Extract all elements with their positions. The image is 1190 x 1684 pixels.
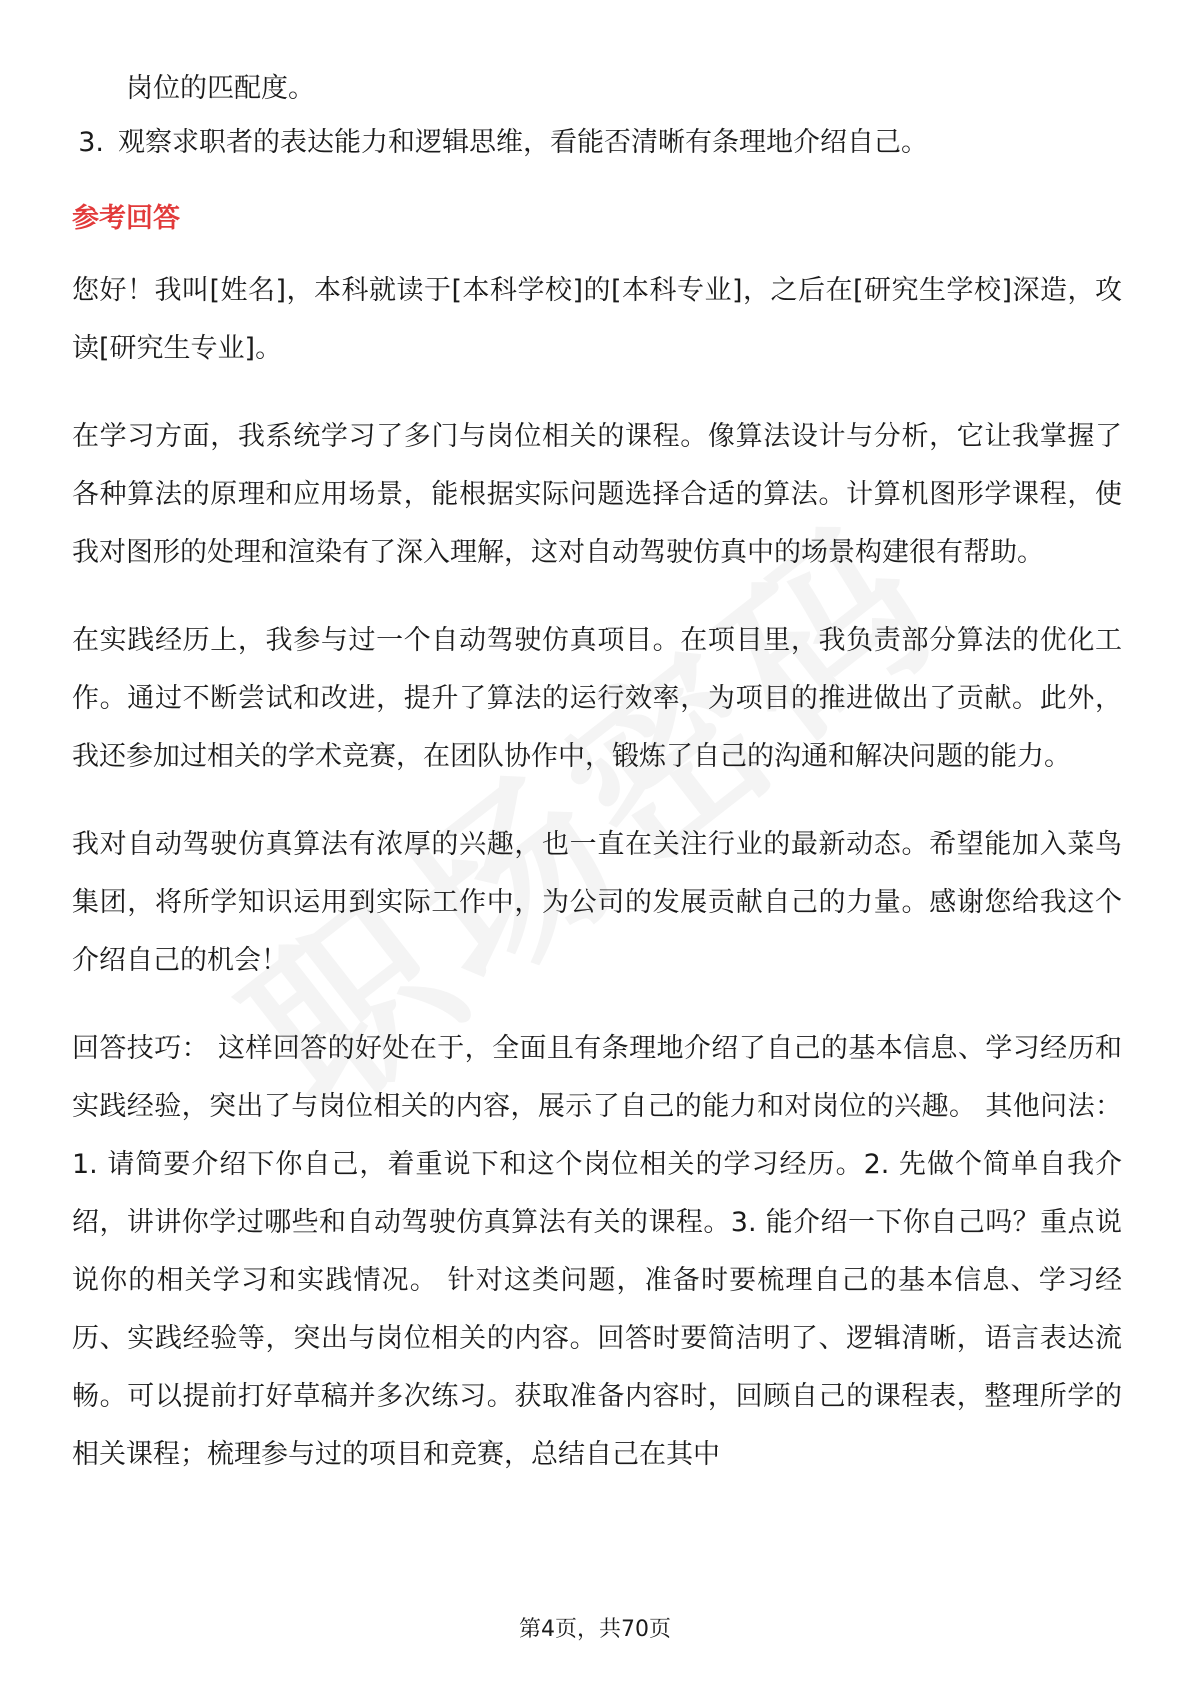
page-footer: 第4页，共70页 [519,1617,671,1642]
paragraph-study: 在学习方面，我系统学习了多门与岗位相关的课程。像算法设计与分析，它让我掌握了各种算法的原理和应用场景，能根据实际问题选择合适的算法。计算机图形学课程，使我对图形的处理和渲染有了深入理解，这对自动驾驶仿真中的场景构建很有帮助。 [72,421,1122,568]
paragraph-interest: 我对自动驾驶仿真算法有浓厚的兴趣，也一直在关注行业的最新动态。希望能加入菜鸟集团，将所学知识运用到实际工作中，为公司的发展贡献自己的力量。感谢您给我这个介绍自己的机会！ [72,829,1122,976]
paragraph-tips: 回答技巧： 这样回答的好处在于，全面且有条理地介绍了自己的基本信息、学习经历和实践经验，突出了与岗位相关的内容，展示了自己的能力和对岗位的兴趣。 其他问法：1. 请简要介绍下你自己，着重说下和这个岗位相关的学习经历。2. 先做个简单自我介绍，讲讲你学过哪些和自动驾驶仿真算法有关的课程。3. 能介绍一下你自己吗？重点说说你的相关学习和实践情况。 针对这类问题，准备时要梳理自己的基本信息、学习经历、实践经验等，突出与岗位相关的内容。回答时要简洁明了、逻辑清晰，语言表达流畅。可以提前打好草稿并多次练习。获取准备内容时，回顾自己的课程表，整理所学的相关课程；梳理参与过的项目和竞赛，总结自己在其中 [72,1033,1122,1470]
list-item-continuation: 岗位的匹配度。 [126,73,315,104]
page-content [72,60,1122,1484]
list-item-text: 观察求职者的表达能力和逻辑思维，看能否清晰有条理地介绍自己。 [118,127,928,158]
paragraph-practice: 在实践经历上，我参与过一个自动驾驶仿真项目。在项目里，我负责部分算法的优化工作。通过不断尝试和改进，提升了算法的运行效率，为项目的推进做出了贡献。此外，我还参加过相关的学术竞赛，在团队协作中，锻炼了自己的沟通和解决问题的能力。 [72,625,1122,772]
list-item-3 [72,114,1122,172]
paragraph-intro: 您好！我叫[姓名]，本科就读于[本科学校]的[本科专业]，之后在[研究生学校]深造，攻读[研究生专业]。 [72,275,1122,364]
list-item-number: 3. [78,127,104,158]
section-heading: 参考回答 [72,203,180,234]
